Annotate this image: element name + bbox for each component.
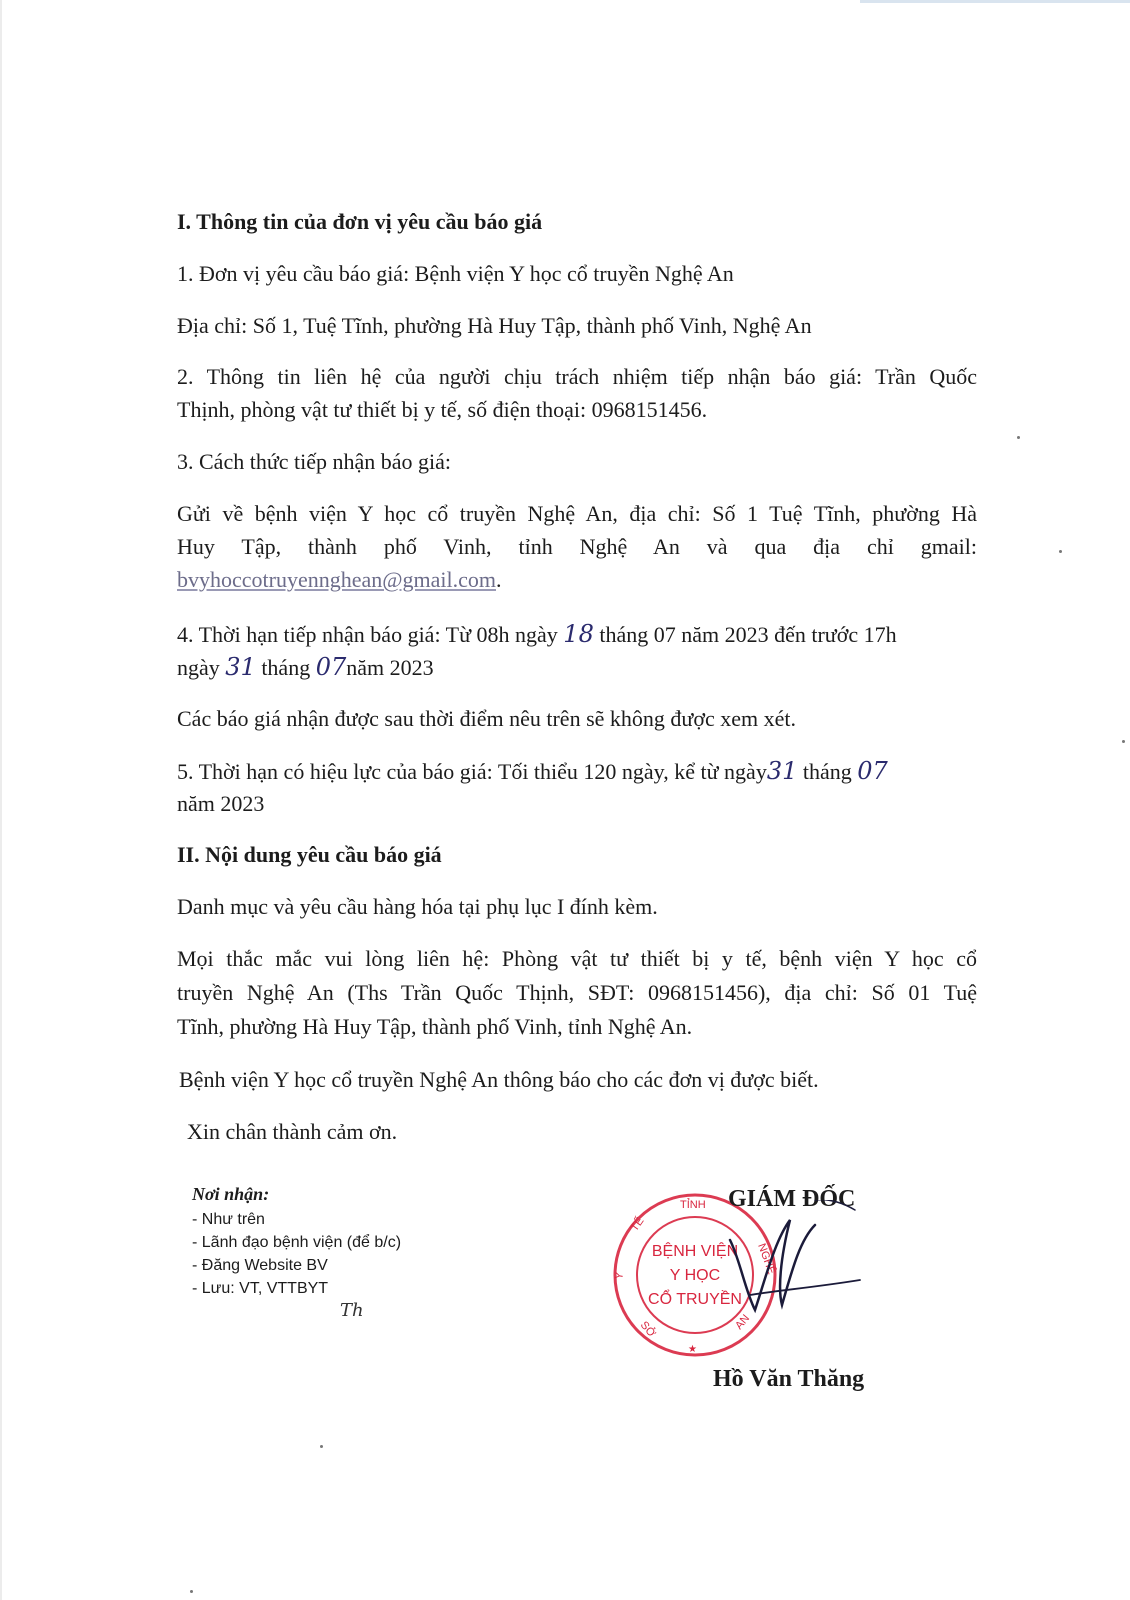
scan-speck <box>320 1445 323 1448</box>
director-name: Hồ Văn Thăng <box>713 1366 865 1392</box>
send-address-line1: Gửi về bệnh viện Y học cổ truyền Nghệ An, địa chỉ: Số 1 Tuệ Tĩnh, phường Hà <box>177 501 977 526</box>
contact-person-line2: Thịnh, phòng vật tư thiết bị y tế, số điện thoại: 0968151456. <box>177 397 708 422</box>
validity-line2: năm 2023 <box>177 791 265 816</box>
contact-person-line1: 2. Thông tin liên hệ của người chịu trách nhiệm tiếp nhận báo giá: Trần Quốc <box>177 364 977 389</box>
receipt-method: 3. Cách thức tiếp nhận báo giá: <box>177 449 452 474</box>
deadline-end-month-handwritten: 07 <box>315 653 347 681</box>
deadline-end-day-handwritten: 31 <box>225 653 256 681</box>
validity-month-handwritten: 07 <box>857 757 888 785</box>
validity-text-a: 5. Thời hạn có hiệu lực của báo giá: Tối thiểu 120 ngày, kể từ ngày <box>177 759 767 784</box>
deadline-text-a: 4. Thời hạn tiếp nhận báo giá: Từ 08h ngày <box>177 622 558 647</box>
email-link[interactable]: bvyhoccotruyennghean@gmail.com <box>177 567 496 592</box>
requesting-unit: 1. Đơn vị yêu cầu báo giá: Bệnh viện Y học cổ truyền Nghệ An <box>177 261 734 286</box>
send-address-line2: Huy Tập, thành phố Vinh, tỉnh Nghệ An và qua địa chỉ gmail: <box>177 534 977 559</box>
svg-text:Y HỌC: Y HỌC <box>669 1267 721 1284</box>
handwritten-signature <box>720 1200 870 1330</box>
svg-text:TẾ: TẾ <box>628 1215 647 1234</box>
scan-speck <box>1059 550 1062 553</box>
email-suffix: . <box>496 567 502 592</box>
inquiry-line1: Mọi thắc mắc vui lòng liên hệ: Phòng vật tư thiết bị y tế, bệnh viện Y học cổ <box>177 946 977 971</box>
scan-speck <box>190 1590 193 1593</box>
late-quote-note: Các báo giá nhận được sau thời điểm nêu trên sẽ không được xem xét. <box>177 706 796 731</box>
recipient-item: - Lãnh đạo bệnh viện (để b/c) <box>192 1234 402 1251</box>
recipients-block <box>192 1183 401 1300</box>
goods-list-note: Danh mục và yêu cầu hàng hóa tại phụ lục I đính kèm. <box>177 894 658 919</box>
scan-edge-left <box>0 0 2 1600</box>
director-title: GIÁM ĐỐC <box>728 1186 856 1212</box>
unit-address: Địa chỉ: Số 1, Tuệ Tĩnh, phường Hà Huy Tập, thành phố Vinh, Nghệ An <box>177 313 812 338</box>
deadline-text-c: ngày <box>177 655 220 680</box>
scan-speck <box>1122 740 1125 743</box>
email-line <box>177 563 502 597</box>
svg-text:Y: Y <box>613 1271 627 1281</box>
scan-edge-top <box>860 0 1130 3</box>
svg-text:NGHỆ: NGHỆ <box>755 1241 778 1276</box>
validity-line1 <box>177 754 888 789</box>
deadline-line1 <box>177 617 897 652</box>
svg-text:TỈNH: TỈNH <box>680 1199 706 1211</box>
deadline-start-day-handwritten: 18 <box>563 620 594 648</box>
recipient-item: - Đăng Website BV <box>192 1257 328 1274</box>
deadline-text-d: tháng <box>261 655 311 680</box>
recipients-title: Nơi nhận: <box>192 1184 270 1204</box>
inquiry-line3: Tĩnh, phường Hà Huy Tập, thành phố Vinh, tỉnh Nghệ An. <box>177 1014 693 1039</box>
deadline-line2 <box>177 650 434 685</box>
svg-text:SỞ: SỞ <box>637 1319 658 1340</box>
thanks: Xin chân thành cảm ơn. <box>187 1119 398 1144</box>
svg-text:AN: AN <box>733 1312 753 1332</box>
scan-speck <box>1017 436 1020 439</box>
section2-heading: II. Nội dung yêu cầu báo giá <box>177 842 442 867</box>
svg-text:CỔ TRUYỀN: CỔ TRUYỀN <box>648 1291 742 1308</box>
closing-notice: Bệnh viện Y học cổ truyền Nghệ An thông báo cho các đơn vị được biết. <box>179 1067 819 1092</box>
section1-heading: I. Thông tin của đơn vị yêu cầu báo giá <box>177 209 543 234</box>
svg-text:BỆNH VIỆN: BỆNH VIỆN <box>651 1243 739 1260</box>
recipient-item: - Như trên <box>192 1211 265 1228</box>
validity-text-b: tháng <box>802 759 852 784</box>
recipient-item: - Lưu: VT, VTTBYT <box>192 1280 329 1297</box>
handwritten-initials: Th <box>340 1300 364 1321</box>
deadline-text-b: tháng 07 năm 2023 đến trước 17h <box>599 622 897 647</box>
deadline-text-e: năm 2023 <box>346 655 434 680</box>
svg-text:★: ★ <box>688 1344 697 1355</box>
inquiry-line2: truyền Nghệ An (Ths Trần Quốc Thịnh, SĐT: 0968151456), địa chỉ: Số 01 Tuệ <box>177 980 977 1005</box>
validity-day-handwritten: 31 <box>766 757 798 785</box>
